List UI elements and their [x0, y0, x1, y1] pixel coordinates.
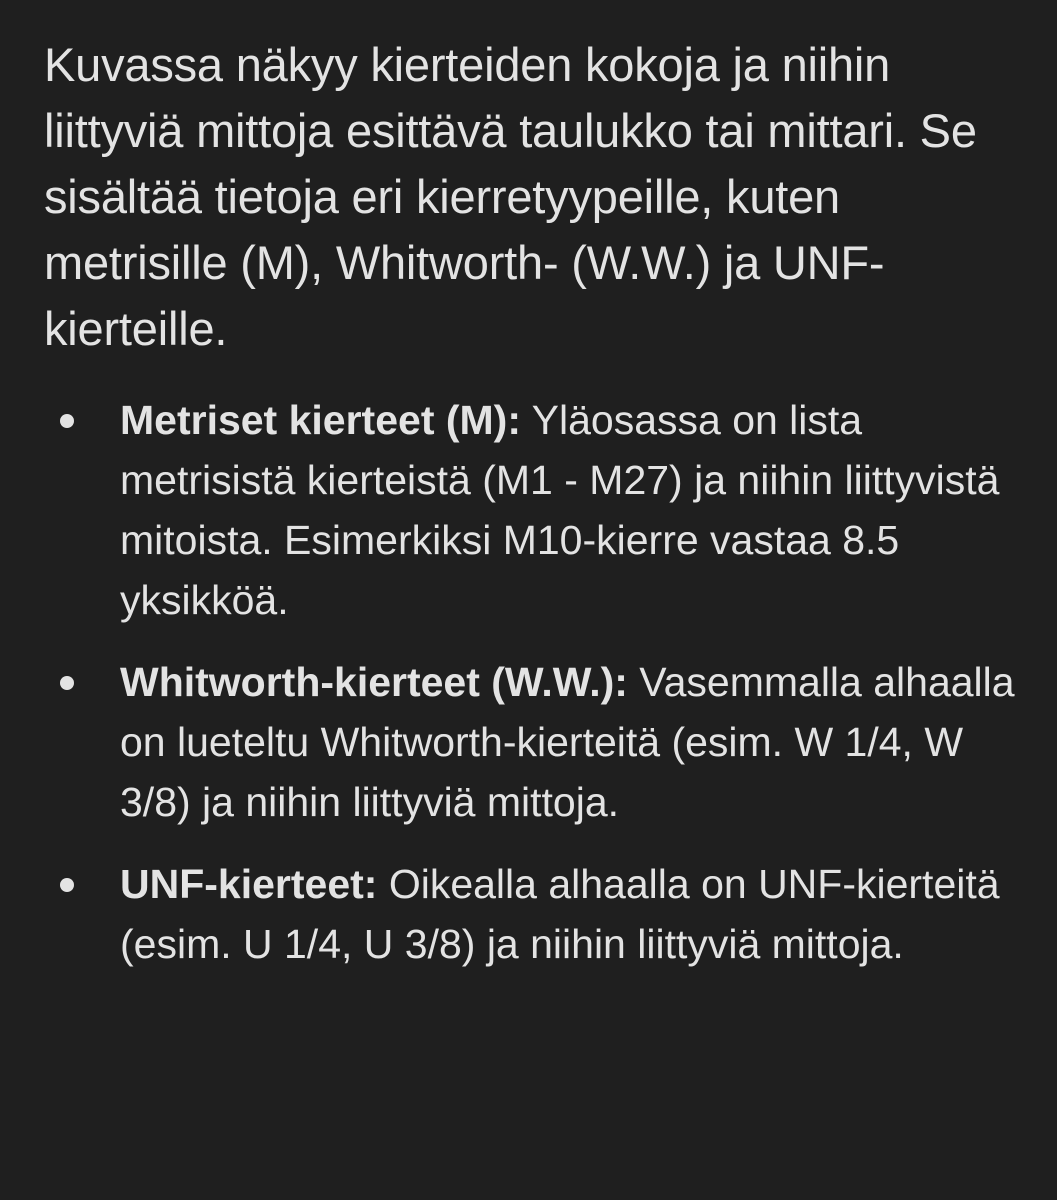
list-item-unf [44, 854, 1034, 974]
list-item-title: Whitworth-kierteet (W.W.): [120, 659, 628, 705]
bullet-icon [60, 676, 74, 690]
list-item-whitworth [44, 652, 1034, 832]
list-item-title: Metriset kierteet (M): [120, 397, 521, 443]
list-item-metric [44, 390, 1034, 630]
thread-types-list [44, 390, 1034, 974]
list-item-text: Oikealla alhaalla on UNF-kierteitä (esim. U 1/4, U 3/8) ja niihin liittyviä mittoja. [120, 861, 1000, 967]
bullet-icon [60, 878, 74, 892]
list-item-text: Vasemmalla alhaalla on lueteltu Whitworth-kierteitä (esim. W 1/4, W 3/8) ja niihin liittyviä mittoja. [120, 659, 1015, 825]
response-content [44, 32, 1034, 996]
bullet-icon [60, 414, 74, 428]
intro-paragraph: Kuvassa näkyy kierteiden kokoja ja niihin liittyviä mittoja esittävä taulukko tai mittari. Se sisältää tietoja eri kierretyypeille, kuten metrisille (M), Whitworth- (W.W.) ja UNF-kierteille. [44, 38, 977, 355]
list-item-title: UNF-kierteet: [120, 861, 378, 907]
list-item-text: Yläosassa on lista metrisistä kierteistä (M1 - M27) ja niihin liittyvistä mitoista. Esimerkiksi M10-kierre vastaa 8.5 yksikköä. [120, 397, 1000, 623]
